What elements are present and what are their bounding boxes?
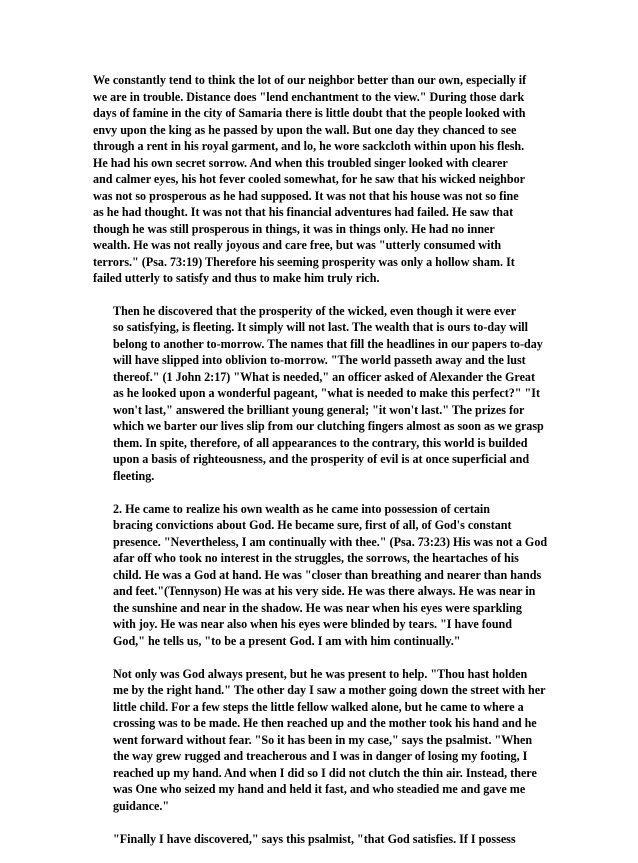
paragraph	[93, 831, 549, 848]
text-line: was not so prosperous as he had supposed. It was not that his house was not so fine	[93, 188, 519, 203]
text-line: the sunshine and near in the shadow. He was near when his eyes were sparkling	[113, 600, 522, 615]
text-line: reached up my hand. And when I did so I did not clutch the thin air. Instead, there	[113, 765, 537, 780]
text-line: God," he tells us, "to be a present God. I am with him continually."	[113, 633, 461, 648]
text-line: and feet."(Tennyson) He was at his very side. He was there always. He was near in	[113, 584, 536, 599]
text-line: envy upon the king as he passed by upon the wall. But one day they chanced to see	[93, 122, 517, 137]
text-line: me by the right hand." The other day I saw a mother going down the street with her	[113, 683, 546, 698]
text-line: thereof." (1 John 2:17) "What is needed," an officer asked of Alexander the Great	[113, 369, 536, 384]
text-line: little child. For a few steps the little fellow walked alone, but he came to where a	[113, 699, 524, 714]
paragraph	[93, 666, 549, 815]
text-line: which we barter our lives slip from our clutching fingers almost as soon as we grasp	[113, 419, 544, 434]
text-line: terrors." (Psa. 73:19) Therefore his seeming prosperity was only a hollow sham. It	[93, 254, 515, 269]
paragraph	[93, 303, 549, 485]
text-line: wealth. He was not really joyous and care free, but was "utterly consumed with	[93, 238, 502, 252]
text-line: fleeting.	[113, 468, 155, 483]
text-line: the way grew rugged and treacherous and I was in danger of losing my footing, I	[113, 749, 528, 764]
text-line: failed utterly to satisfy and thus to make him truly rich.	[93, 271, 380, 285]
text-line: bracing convictions about God. He became sure, first of all, of God's constant	[113, 518, 512, 533]
text-line: them. In spite, therefore, of all appearances to the contrary, this world is builded	[113, 435, 528, 450]
paragraph	[93, 72, 549, 287]
text-line: afar off who took no interest in the struggles, the sorrows, the heartaches of his	[113, 551, 519, 566]
text-line: was One who seized my hand and held it fast, and who steadied me and gave me	[113, 782, 526, 797]
text-line: will have slipped into oblivion to-morrow. "The world passeth away and the lust	[113, 353, 526, 368]
text-line: and calmer eyes, his hot fever cooled somewhat, for he saw that his wicked neighbor	[93, 172, 525, 186]
document-page	[93, 72, 549, 863]
text-line: He had his own secret sorrow. And when this troubled singer looked with clearer	[93, 155, 508, 170]
text-line: crossing was to be made. He then reached up and the mother took his hand and he	[113, 716, 537, 731]
text-line: won't last," answered the brilliant young general; "it won't last." The prizes for	[113, 402, 525, 417]
text-line: days of famine in the city of Samaria there is little doubt that the people looked with	[93, 106, 526, 120]
text-line: 2. He came to realize his own wealth as he came into possession of certain	[113, 501, 490, 516]
text-line: Not only was God always present, but he was present to help. "Thou hast holden	[113, 666, 528, 681]
text-line: presence. "Nevertheless, I am continually with thee." (Psa. 73:23) His was not a God	[113, 534, 548, 549]
text-line: through a rent in his royal garment, and lo, he wore sackcloth within upon his flesh.	[93, 139, 525, 153]
paragraph	[93, 501, 549, 650]
text-line: Then he discovered that the prosperity of the wicked, even though it were ever	[113, 303, 517, 318]
text-line: guidance."	[113, 798, 170, 813]
text-line: "Finally I have discovered," says this psalmist, "that God satisfies. If I possess	[113, 831, 516, 846]
text-line: belong to another to-morrow. The names that fill the headlines in our papers to-day	[113, 336, 543, 351]
text-line: as he had thought. It was not that his financial adventures had failed. He saw that	[93, 205, 514, 219]
text-line: though he was still prosperous in things, it was in things only. He had no inner	[93, 221, 495, 236]
text-line: we are in trouble. Distance does "lend enchantment to the view." During those dark	[93, 89, 525, 104]
text-line: We constantly tend to think the lot of our neighbor better than our own, especially if	[93, 73, 527, 87]
text-line: upon a basis of righteousness, and the prosperity of evil is at once superficial and	[113, 452, 530, 467]
text-line: so satisfying, is fleeting. It simply will not last. The wealth that is ours to-day will	[113, 320, 529, 335]
text-line: with joy. He was near also when his eyes were blinded by tears. "I have found	[113, 617, 513, 632]
text-line: child. He was a God at hand. He was "closer than breathing and nearer than hands	[113, 567, 542, 582]
text-line: went forward without fear. "So it has been in my case," says the psalmist. "When	[113, 732, 533, 747]
text-line: as he looked upon a wonderful pageant, "what is needed to make this perfect?" "It	[113, 386, 540, 401]
